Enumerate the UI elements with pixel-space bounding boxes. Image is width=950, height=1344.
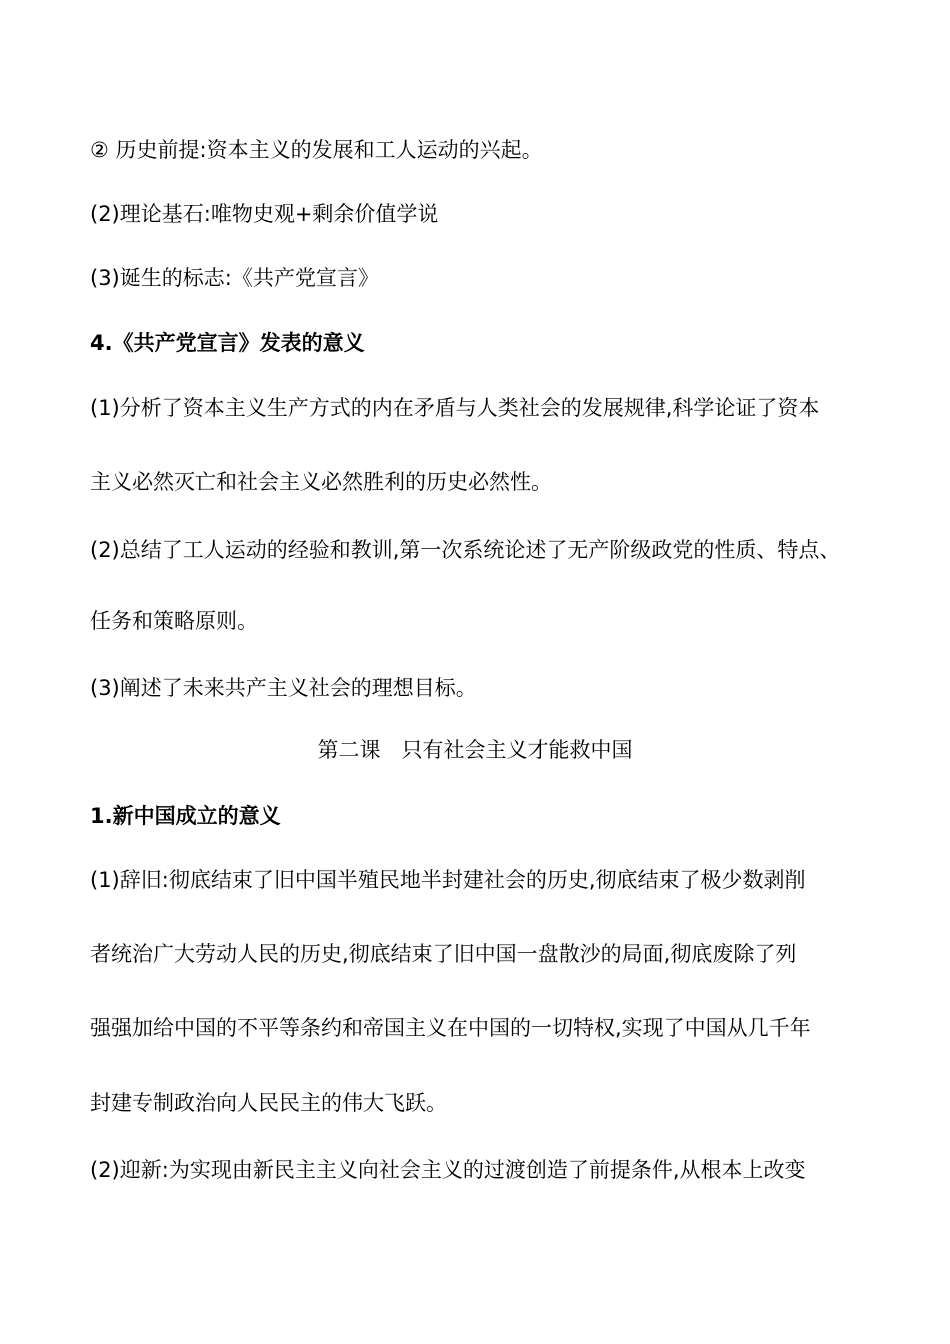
text-line-birth-marker: (3)诞生的标志:《共产党宣言》 [90,266,379,290]
text-line-farewell-old-c: 强强加给中国的不平等条约和帝国主义在中国的一切特权,实现了中国从几千年 [90,1016,811,1040]
text-line-farewell-old-d: 封建专制政治向人民民主的伟大飞跃。 [90,1091,447,1115]
text-line-farewell-old-a: (1)辞旧:彻底结束了旧中国半殖民地半封建社会的历史,彻底结束了极少数剥削 [90,868,806,892]
text-line-significance-2b: 任务和策略原则。 [90,609,258,633]
lesson-title: 第二课 只有社会主义才能救中国 [317,738,633,762]
text-line-welcome-new: (2)迎新:为实现由新民主主义向社会主义的过渡创造了前提条件,从根本上改变 [90,1158,806,1182]
text-line-historical-premise: ② 历史前提:资本主义的发展和工人运动的兴起。 [90,138,543,162]
section-heading-new-china-significance: 1.新中国成立的意义 [90,804,281,828]
section-heading-manifesto-significance: 4.《共产党宣言》发表的意义 [90,331,365,355]
text-line-farewell-old-b: 者统治广大劳动人民的历史,彻底结束了旧中国一盘散沙的局面,彻底废除了列 [90,942,797,966]
text-line-significance-3: (3)阐述了未来共产主义社会的理想目标。 [90,676,477,700]
text-line-significance-1b: 主义必然灭亡和社会主义必然胜利的历史必然性。 [90,470,552,494]
text-line-significance-2a: (2)总结了工人运动的经验和教训,第一次系统论述了无产阶级政党的性质、特点、 [90,538,841,562]
text-line-significance-1a: (1)分析了资本主义生产方式的内在矛盾与人类社会的发展规律,科学论证了资本 [90,396,820,420]
text-line-theory-foundation: (2)理论基石:唯物史观+剩余价值学说 [90,202,439,226]
